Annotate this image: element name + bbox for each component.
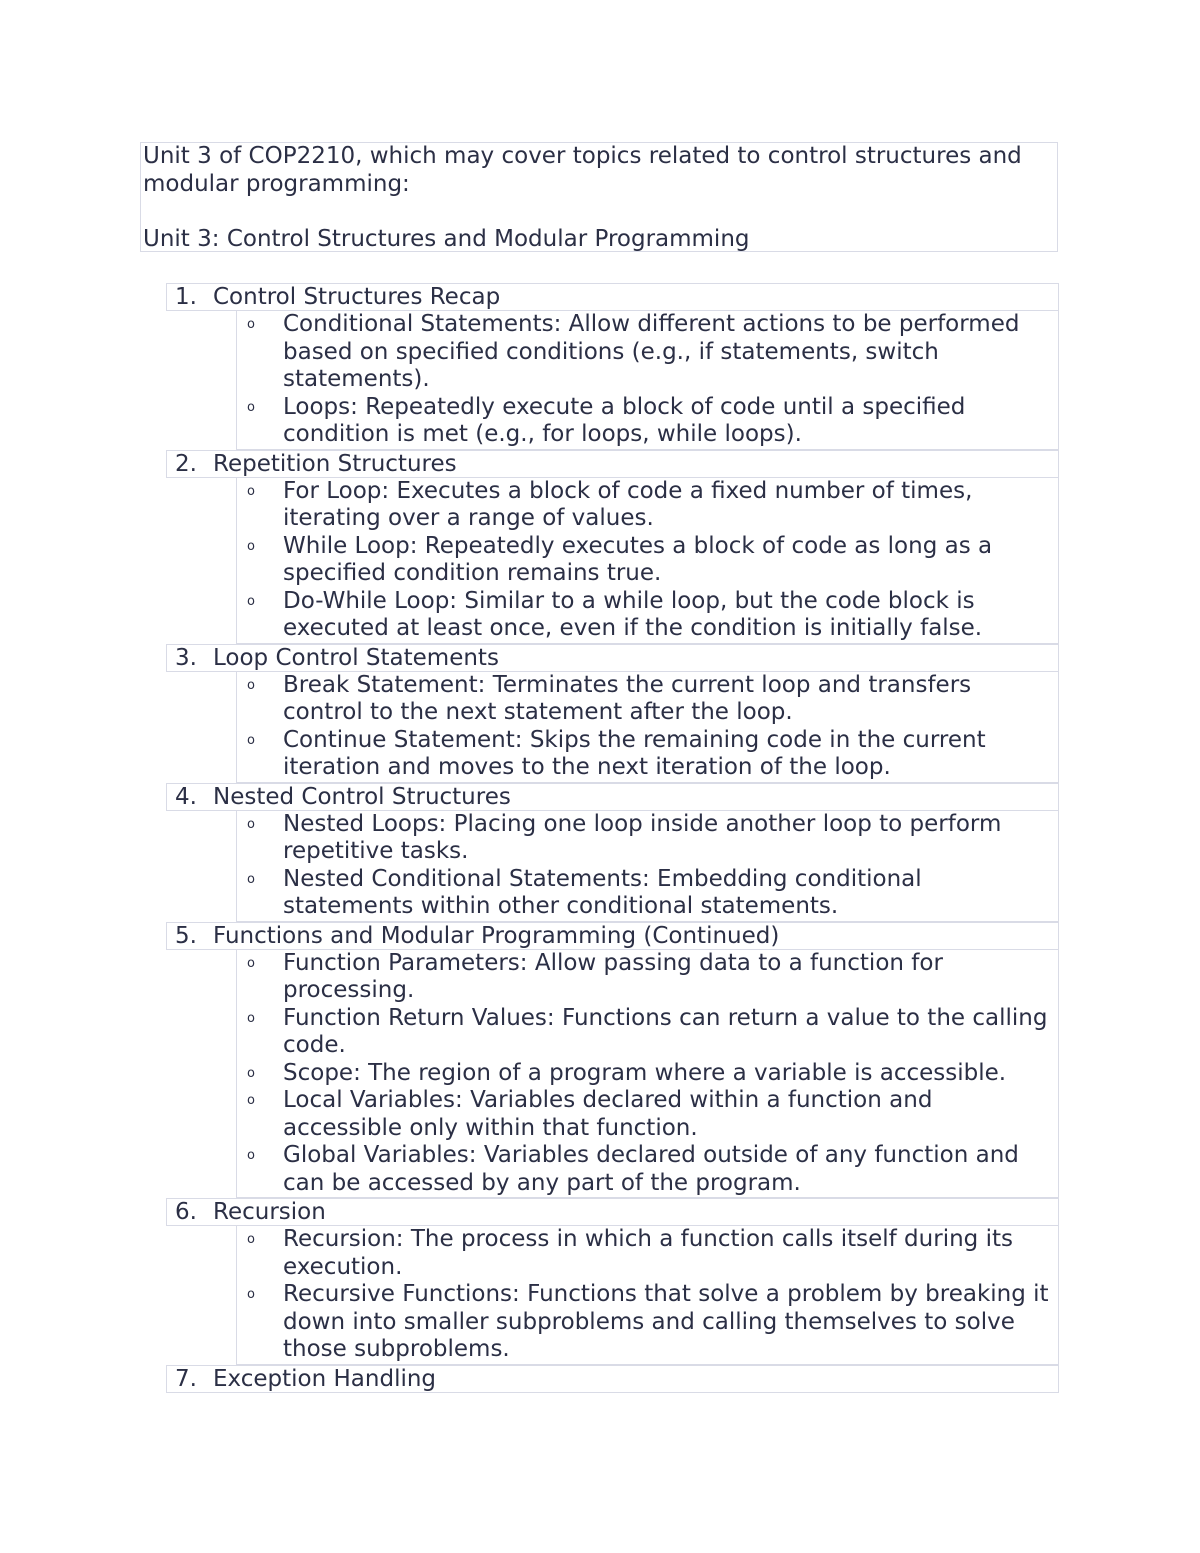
circle-bullet-icon: o xyxy=(247,1287,255,1302)
outline-section xyxy=(166,1198,1059,1365)
section-title: Exception Handling xyxy=(213,1365,437,1392)
sub-topic-item xyxy=(237,1142,1058,1197)
sub-topic-item xyxy=(237,672,1058,727)
circle-bullet-icon: o xyxy=(247,1232,255,1247)
section-title: Functions and Modular Programming (Continued) xyxy=(213,922,780,949)
intro-text: Unit 3 of COP2210, which may cover topics related to control structures and modular programming: xyxy=(143,143,1022,197)
section-heading xyxy=(166,644,1059,672)
sub-topic-item xyxy=(237,950,1058,1005)
section-number: 2. xyxy=(175,450,197,477)
circle-bullet-icon: o xyxy=(247,399,255,415)
circle-bullet-icon: o xyxy=(247,483,255,499)
circle-bullet-icon: o xyxy=(247,816,255,832)
sub-topic-text: For Loop: Executes a block of code a fixed number of times, iterating over a range of values. xyxy=(283,477,973,531)
section-heading xyxy=(166,783,1059,811)
sub-topic-text: Do-While Loop: Similar to a while loop, but the code block is executed at least once, even if the condition is initially false. xyxy=(283,587,983,641)
sub-topic-text: Loops: Repeatedly execute a block of code until a specified condition is met (e.g., for loops, while loops). xyxy=(283,393,966,447)
sub-topic-item xyxy=(237,1005,1058,1060)
sub-topic-item xyxy=(237,478,1058,533)
circle-bullet-icon: o xyxy=(247,1065,255,1081)
sub-topic-text: Continue Statement: Skips the remaining code in the current iteration and moves to the next iteration of the loop. xyxy=(283,726,986,780)
outline-section xyxy=(166,922,1059,1199)
section-title: Repetition Structures xyxy=(213,450,457,477)
circle-bullet-icon: o xyxy=(247,1148,255,1163)
sub-topic-text: Conditional Statements: Allow different actions to be performed based on specified conditions (e.g., if statements, switch statements). xyxy=(283,311,1020,392)
section-number: 3. xyxy=(175,644,197,671)
section-number: 5. xyxy=(175,922,197,949)
intro-block xyxy=(140,142,1058,252)
section-heading xyxy=(166,450,1059,478)
sub-topic-text: Global Variables: Variables declared outside of any function and can be accessed by any part of the program. xyxy=(283,1142,1019,1196)
circle-bullet-icon: o xyxy=(247,732,255,748)
sub-topic-text: While Loop: Repeatedly executes a block of code as long as a specified condition remains true. xyxy=(283,532,993,586)
outline-section xyxy=(166,283,1059,450)
circle-bullet-icon: o xyxy=(247,317,255,332)
sub-topic-item xyxy=(237,1226,1058,1281)
sub-topic-list xyxy=(236,950,1059,1199)
topic-outline xyxy=(166,283,1059,1393)
sub-topic-text: Local Variables: Variables declared within a function and accessible only within that function. xyxy=(283,1087,933,1141)
sub-topic-item xyxy=(237,811,1058,866)
circle-bullet-icon: o xyxy=(247,593,255,609)
section-heading xyxy=(166,283,1059,311)
outline-section xyxy=(166,1365,1059,1393)
section-heading xyxy=(166,1198,1059,1226)
sub-topic-item xyxy=(237,394,1058,449)
section-number: 7. xyxy=(175,1365,197,1392)
sub-topic-text: Recursive Functions: Functions that solve a problem by breaking it down into smaller subproblems and calling themselves to solve those subproblems. xyxy=(283,1281,1049,1362)
sub-topic-text: Function Parameters: Allow passing data to a function for processing. xyxy=(283,949,943,1003)
sub-topic-list xyxy=(236,311,1059,450)
section-heading xyxy=(166,1365,1059,1393)
sub-topic-text: Break Statement: Terminates the current loop and transfers control to the next statement after the loop. xyxy=(283,671,972,725)
circle-bullet-icon: o xyxy=(247,538,255,554)
sub-topic-text: Function Return Values: Functions can return a value to the calling code. xyxy=(283,1004,1048,1058)
section-heading xyxy=(166,922,1059,950)
sub-topic-item xyxy=(237,1281,1058,1364)
section-number: 4. xyxy=(175,783,197,810)
sub-topic-item xyxy=(237,866,1058,921)
sub-topic-list xyxy=(236,478,1059,644)
sub-topic-text: Recursion: The process in which a function calls itself during its execution. xyxy=(283,1226,1013,1280)
section-title: Recursion xyxy=(213,1199,326,1225)
section-title: Control Structures Recap xyxy=(213,284,501,310)
outline-section xyxy=(166,783,1059,922)
sub-topic-text: Scope: The region of a program where a variable is accessible. xyxy=(283,1059,1007,1086)
outline-section xyxy=(166,450,1059,644)
sub-topic-item xyxy=(237,1087,1058,1142)
circle-bullet-icon: o xyxy=(247,955,255,971)
sub-topic-item xyxy=(237,1060,1058,1088)
sub-topic-list xyxy=(236,1226,1059,1365)
sub-topic-text: Nested Conditional Statements: Embedding conditional statements within other conditional statements. xyxy=(283,865,922,919)
outline-section xyxy=(166,644,1059,783)
sub-topic-item xyxy=(237,311,1058,394)
circle-bullet-icon: o xyxy=(247,1010,255,1026)
circle-bullet-icon: o xyxy=(247,1093,255,1108)
sub-topic-list xyxy=(236,672,1059,783)
circle-bullet-icon: o xyxy=(247,871,255,887)
intro-spacer xyxy=(143,198,1055,226)
section-title: Nested Control Structures xyxy=(213,783,511,810)
sub-topic-text: Nested Loops: Placing one loop inside another loop to perform repetitive tasks. xyxy=(283,810,1002,864)
sub-topic-item xyxy=(237,533,1058,588)
sub-topic-list xyxy=(236,811,1059,922)
sub-topic-item xyxy=(237,588,1058,643)
section-number: 1. xyxy=(175,284,197,310)
circle-bullet-icon: o xyxy=(247,677,255,693)
sub-topic-item xyxy=(237,727,1058,782)
section-number: 6. xyxy=(175,1199,197,1225)
unit-title: Unit 3: Control Structures and Modular Programming xyxy=(143,225,750,252)
section-title: Loop Control Statements xyxy=(213,644,499,671)
